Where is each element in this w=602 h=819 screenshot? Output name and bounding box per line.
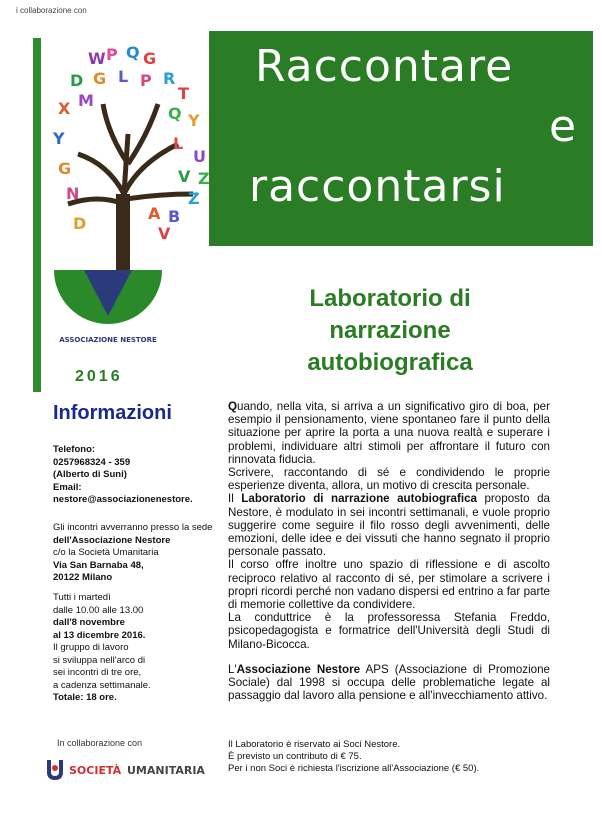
title-line-3: raccontarsi [249,161,506,212]
societa-umanitaria-logo [45,756,215,782]
soc-logo-left: SOCIETÀ [69,764,122,777]
email-address[interactable]: nestore@associazionenestore. [53,494,193,505]
subtitle-line-2: narrazione [329,317,451,344]
svg-text:G: G [58,159,72,178]
svg-text:V: V [178,167,191,186]
group-line-4: a cadenza settimanale. [53,679,151,691]
subtitle [275,283,505,379]
total-hours: Totale: 18 ore. [53,692,117,703]
schedule-from: dall'8 novembre [53,617,125,628]
paragraph-3-post: proposto da Nestore, è modulato in sei incontri settimanali, e vuole proprio suggerire come seguire il filo rosso degli avvenimenti, delle emozioni, delle idee e dei vissuti che hanno segnato il proprio personale passato. [228,492,550,559]
note-2: È previsto un contributo di € 75. [228,751,362,762]
svg-text:P: P [140,71,152,90]
svg-text:G: G [143,49,157,68]
notes-block [228,739,479,775]
nestore-logo [52,268,164,350]
header-note: i collaborazione con [16,6,87,15]
subtitle-line-1: Laboratorio di [309,285,471,312]
letter-tree-illustration [48,44,208,274]
paragraph-4: Il corso offre inoltre uno spazio di riflessione e di ascolto reciproco relativo al racconto di sé, per stimolare a scrivere i propri ricordi perché non vadano dispersi ed entrino a far parte di memorie collettive da condividere. [228,558,550,612]
svg-text:Z: Z [188,189,200,208]
note-1: Il Laboratorio è riservato ai Soci Nestore. [228,739,401,750]
address-city: 20122 Milano [53,572,113,583]
title-line-2: e [549,101,578,152]
subtitle-line-3: autobiografica [307,349,473,376]
phone-number: 0257968324 - 359 [53,456,131,468]
info-heading: Informazioni [53,402,172,424]
paragraph-3-pre: Il [228,492,234,506]
svg-text:L: L [173,134,184,153]
group-line-3: sei incontri di tre ore, [53,667,142,678]
svg-text:Q: Q [168,104,182,123]
paragraph-6-post: APS (Associazione di Promozione Sociale) dal 1998 si occupa delle problematiche legate al passaggio dal lavoro alla pensione e all'invecchiamento attivo. [228,662,550,703]
svg-text:X: X [58,99,71,118]
svg-text:D: D [73,214,87,233]
collab-label: In collaborazione con [57,738,143,748]
paragraph-6 [228,663,550,703]
svg-text:Q: Q [126,43,140,62]
location-intro: Gli incontri avverranno presso la sede [53,522,213,533]
soc-logo-right: UMANITARIA [127,764,205,777]
svg-text:T: T [178,84,189,103]
svg-text:P: P [106,45,118,64]
contact-block [53,444,193,507]
svg-text:W: W [88,49,106,68]
location-block [53,522,212,585]
svg-text:N: N [66,184,80,203]
paragraph-5: La conduttrice è la professoressa Stefania Freddo, psicopedagogista e formatrice dell'Università degli Studi di Milano-Bicocca. [228,611,550,651]
svg-text:D: D [70,71,84,90]
svg-text:L: L [118,67,129,86]
paragraph-1 [228,400,550,466]
svg-text:R: R [163,69,176,88]
location-host: c/o la Società Umanitaria [53,547,159,558]
year: 2016 [75,368,123,385]
svg-text:V: V [158,224,171,243]
phone-contact: (Alberto di Suni) [53,469,127,480]
paragraph-6-bold: Associazione Nestore [236,662,361,676]
logo-text: ASSOCIAZIONE NESTORE [59,336,157,344]
left-accent-bar [33,38,41,392]
schedule-to: al 13 dicembre 2016. [53,629,146,641]
group-line-1: Il gruppo di lavoro [53,642,129,653]
svg-text:A: A [148,204,161,223]
location-org: dell'Associazione Nestore [53,534,171,546]
paragraph-3-bold: Laboratorio di narrazione autobiografica [241,492,477,506]
paragraph-1-text: uando, nella vita, si arriva a un significativo giro di boa, per esempio il pensionamento, viene spontaneo fare il punto della situazione per aprire la porta a una nuova realtà e superare i problemi, individuare altri stimoli per affrontare il futuro con rinnovata fiducia. [228,400,550,466]
group-line-2: si sviluppa nell'arco di [53,654,146,666]
svg-text:Y: Y [53,129,65,148]
address-street: Via San Barnaba 48, [53,559,144,571]
svg-text:U: U [193,147,206,166]
drop-letter: Q [228,400,238,413]
email-label: Email: [53,481,82,493]
title-banner [209,31,593,246]
phone-label: Telefono: [53,444,96,455]
schedule-days: Tutti i martedì [53,592,111,603]
note-3: Per i non Soci è richiesta l'iscrizione all'Associazione (€ 50). [228,763,480,774]
paragraph-6-pre: L' [228,662,237,676]
schedule-hours: dalle 10.00 alle 13.00 [53,604,144,616]
svg-text:Z: Z [198,169,210,188]
description [228,400,550,702]
paragraph-3 [228,492,550,558]
schedule-block [53,592,151,705]
title-line-1: Raccontare [255,41,514,92]
svg-text:Y: Y [188,111,200,130]
svg-text:M: M [78,91,94,110]
paragraph-2: Scrivere, raccontando di sé e condividendo le proprie esperienze diventa, allora, un motivo di crescita personale. [228,466,550,493]
svg-text:G: G [93,69,107,88]
svg-text:B: B [168,207,181,226]
